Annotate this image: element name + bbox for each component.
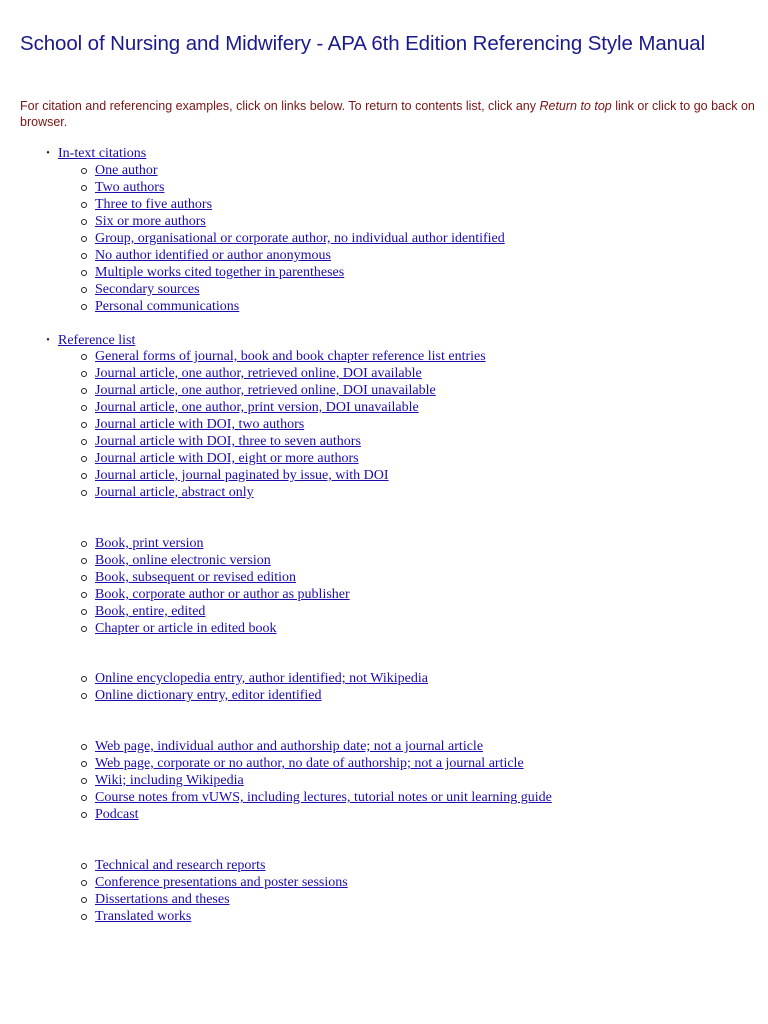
toc-link[interactable]: Wiki; including Wikipedia (95, 773, 244, 788)
list-item (78, 789, 758, 806)
toc-link[interactable]: Dissertations and theses (95, 892, 230, 907)
list-item (78, 806, 758, 823)
toc-link[interactable]: Three to five authors (95, 197, 213, 212)
circle-bullet-icon (81, 236, 87, 242)
list-item (78, 264, 758, 281)
circle-bullet-icon (81, 575, 87, 581)
list-item (78, 247, 758, 264)
toc-link[interactable]: Conference presentations and poster sessions (95, 875, 348, 890)
web-sources-list (78, 738, 758, 823)
toc-link[interactable]: Course notes from vUWS, including lectures, tutorial notes or unit learning guide (95, 790, 552, 805)
bullet-icon: • (46, 148, 50, 159)
books-list (78, 535, 758, 637)
circle-bullet-icon (81, 541, 87, 547)
circle-bullet-icon (81, 287, 87, 293)
toc-link[interactable]: Journal article, one author, retrieved online, DOI available (95, 366, 422, 381)
list-item (78, 162, 758, 179)
list-item (78, 382, 758, 399)
list-item (78, 620, 758, 637)
list-item (78, 738, 758, 755)
toc-link[interactable]: Journal article with DOI, three to seven authors (95, 434, 361, 449)
list-item (78, 535, 758, 552)
list-item (78, 467, 758, 484)
circle-bullet-icon (81, 558, 87, 564)
circle-bullet-icon (81, 422, 87, 428)
list-item (78, 569, 758, 586)
circle-bullet-icon (81, 676, 87, 682)
circle-bullet-icon (81, 388, 87, 394)
circle-bullet-icon (81, 812, 87, 818)
toc-link[interactable]: Online encyclopedia entry, author identified; not Wikipedia (95, 671, 428, 686)
list-item (78, 348, 758, 365)
toc-link[interactable]: Journal article, journal paginated by issue, with DOI (95, 468, 389, 483)
circle-bullet-icon (81, 490, 87, 496)
list-item (78, 908, 758, 925)
list-item (78, 416, 758, 433)
list-item (78, 196, 758, 213)
list-item (78, 365, 758, 382)
page-title: School of Nursing and Midwifery - APA 6th Edition Referencing Style Manual (20, 32, 706, 55)
circle-bullet-icon (81, 371, 87, 377)
toc-link[interactable]: Multiple works cited together in parentheses (95, 265, 345, 280)
list-item (78, 670, 758, 687)
circle-bullet-icon (81, 270, 87, 276)
other-sources-list (78, 857, 758, 925)
list-item (78, 891, 758, 908)
circle-bullet-icon (81, 253, 87, 259)
toc-link[interactable]: Podcast (95, 807, 139, 822)
circle-bullet-icon (81, 456, 87, 462)
toc-link[interactable]: One author (95, 163, 158, 178)
toc-link[interactable]: Online dictionary entry, editor identified (95, 688, 322, 703)
link-reference-list[interactable]: Reference list (58, 333, 136, 348)
circle-bullet-icon (81, 880, 87, 886)
toc-link[interactable]: Web page, corporate or no author, no date of authorship; not a journal article (95, 756, 524, 771)
toc-link[interactable]: Technical and research reports (95, 858, 266, 873)
reference-works-list (78, 670, 758, 704)
list-item (78, 603, 758, 620)
toc-link[interactable]: No author identified or author anonymous (95, 248, 332, 263)
list-item (78, 755, 758, 772)
list-item (78, 399, 758, 416)
list-item (78, 179, 758, 196)
list-item (78, 433, 758, 450)
toc-link[interactable]: Journal article, one author, retrieved online, DOI unavailable (95, 383, 436, 398)
circle-bullet-icon (81, 185, 87, 191)
circle-bullet-icon (81, 202, 87, 208)
intro-return-to-top: Return to top (539, 99, 612, 113)
circle-bullet-icon (81, 168, 87, 174)
toc-link[interactable]: General forms of journal, book and book chapter reference list entries (95, 349, 486, 364)
circle-bullet-icon (81, 626, 87, 632)
toc-link[interactable]: Web page, individual author and authorship date; not a journal article (95, 739, 484, 754)
toc-link[interactable]: Personal communications (95, 299, 240, 314)
list-item (78, 772, 758, 789)
toc-link[interactable]: Chapter or article in edited book (95, 621, 277, 636)
toc-link[interactable]: Journal article with DOI, eight or more authors (95, 451, 359, 466)
toc-link[interactable]: Book, online electronic version (95, 553, 271, 568)
bullet-icon: • (46, 335, 50, 346)
list-item (78, 857, 758, 874)
list-item (78, 586, 758, 603)
circle-bullet-icon (81, 354, 87, 360)
list-item (78, 298, 758, 315)
toc-link[interactable]: Book, corporate author or author as publisher (95, 587, 350, 602)
toc-link[interactable]: Book, print version (95, 536, 204, 551)
toc-link[interactable]: Group, organisational or corporate author, no individual author identified (95, 231, 505, 246)
list-item (78, 874, 758, 891)
circle-bullet-icon (81, 914, 87, 920)
circle-bullet-icon (81, 897, 87, 903)
toc-link[interactable]: Journal article with DOI, two authors (95, 417, 305, 432)
intro-text-after: link or click to go back on browser. (20, 99, 755, 129)
circle-bullet-icon (81, 304, 87, 310)
list-item (78, 552, 758, 569)
toc-link[interactable]: Two authors (95, 180, 165, 195)
list-item (78, 230, 758, 247)
circle-bullet-icon (81, 744, 87, 750)
circle-bullet-icon (81, 609, 87, 615)
list-item (78, 450, 758, 467)
link-in-text-citations[interactable]: In-text citations (58, 146, 147, 161)
toc-link[interactable]: Book, entire, edited (95, 604, 206, 619)
toc-link[interactable]: Journal article, one author, print version, DOI unavailable (95, 400, 419, 415)
list-item (78, 281, 758, 298)
toc-link[interactable]: Translated works (95, 909, 192, 924)
circle-bullet-icon (81, 405, 87, 411)
intro-text-before: For citation and referencing examples, click on links below. To return to contents list, click any (20, 99, 540, 113)
circle-bullet-icon (81, 795, 87, 801)
circle-bullet-icon (81, 592, 87, 598)
toc-link[interactable]: Six or more authors (95, 214, 206, 229)
journal-articles-list (78, 348, 758, 501)
circle-bullet-icon (81, 693, 87, 699)
list-item (78, 687, 758, 704)
circle-bullet-icon (81, 219, 87, 225)
list-item (78, 484, 758, 501)
circle-bullet-icon (81, 761, 87, 767)
toc-link[interactable]: Book, subsequent or revised edition (95, 570, 297, 585)
circle-bullet-icon (81, 863, 87, 869)
circle-bullet-icon (81, 778, 87, 784)
toc-link[interactable]: Secondary sources (95, 282, 200, 297)
toc-link[interactable]: Journal article, abstract only (95, 485, 254, 500)
circle-bullet-icon (81, 473, 87, 479)
list-item (78, 213, 758, 230)
circle-bullet-icon (81, 439, 87, 445)
in-text-citations-list (78, 162, 758, 315)
